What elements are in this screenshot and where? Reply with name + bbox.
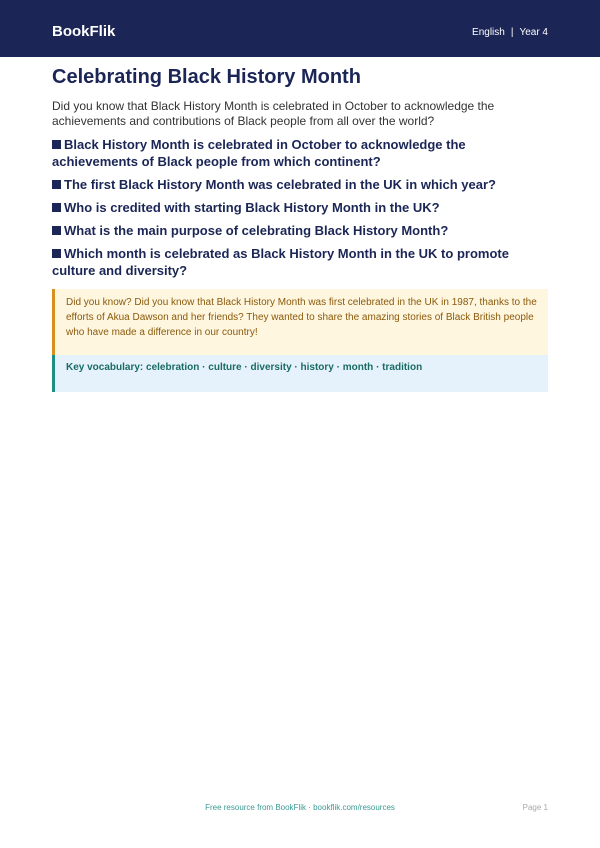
did-you-know-box: Did you know? Did you know that Black History Month was first celebrated in the UK in 1987, thanks to the efforts of Akua Dawson and her friends? They wanted to share the amazing stories of Black British people who have made a difference in our country! bbox=[52, 289, 548, 355]
year-label: Year 4 bbox=[519, 27, 548, 38]
square-bullet-icon bbox=[52, 249, 61, 258]
footer-source-link[interactable]: Free resource from BookFlik · bookflik.com/resources bbox=[205, 803, 395, 812]
question-item bbox=[52, 176, 552, 193]
page-title: Celebrating Black History Month bbox=[52, 66, 361, 88]
key-vocabulary-box: Key vocabulary: celebration · culture · diversity · history · month · tradition bbox=[52, 355, 548, 392]
question-item bbox=[52, 222, 552, 239]
question-text: What is the main purpose of celebrating Black History Month? bbox=[64, 223, 449, 238]
question-item bbox=[52, 245, 552, 279]
question-text: Black History Month is celebrated in October to acknowledge the achievements of Black people from which continent? bbox=[52, 137, 466, 169]
subject-year-meta bbox=[472, 26, 548, 40]
page-number: Page 1 bbox=[522, 803, 548, 812]
square-bullet-icon bbox=[52, 226, 61, 235]
question-list bbox=[52, 136, 552, 285]
meta-separator: | bbox=[510, 27, 514, 38]
brand-logo: BookFlik bbox=[52, 23, 116, 40]
subject-label: English bbox=[472, 27, 505, 38]
square-bullet-icon bbox=[52, 203, 61, 212]
question-text: Who is credited with starting Black History Month in the UK? bbox=[64, 200, 440, 215]
question-text: The first Black History Month was celebrated in the UK in which year? bbox=[64, 177, 496, 192]
square-bullet-icon bbox=[52, 180, 61, 189]
question-item bbox=[52, 136, 552, 170]
square-bullet-icon bbox=[52, 140, 61, 149]
page-header bbox=[0, 0, 600, 57]
intro-paragraph: Did you know that Black History Month is celebrated in October to acknowledge the achievements and contributions of Black people from all over the world? bbox=[52, 99, 495, 128]
question-item bbox=[52, 199, 552, 216]
question-text: Which month is celebrated as Black History Month in the UK to promote culture and diversity? bbox=[52, 246, 509, 278]
